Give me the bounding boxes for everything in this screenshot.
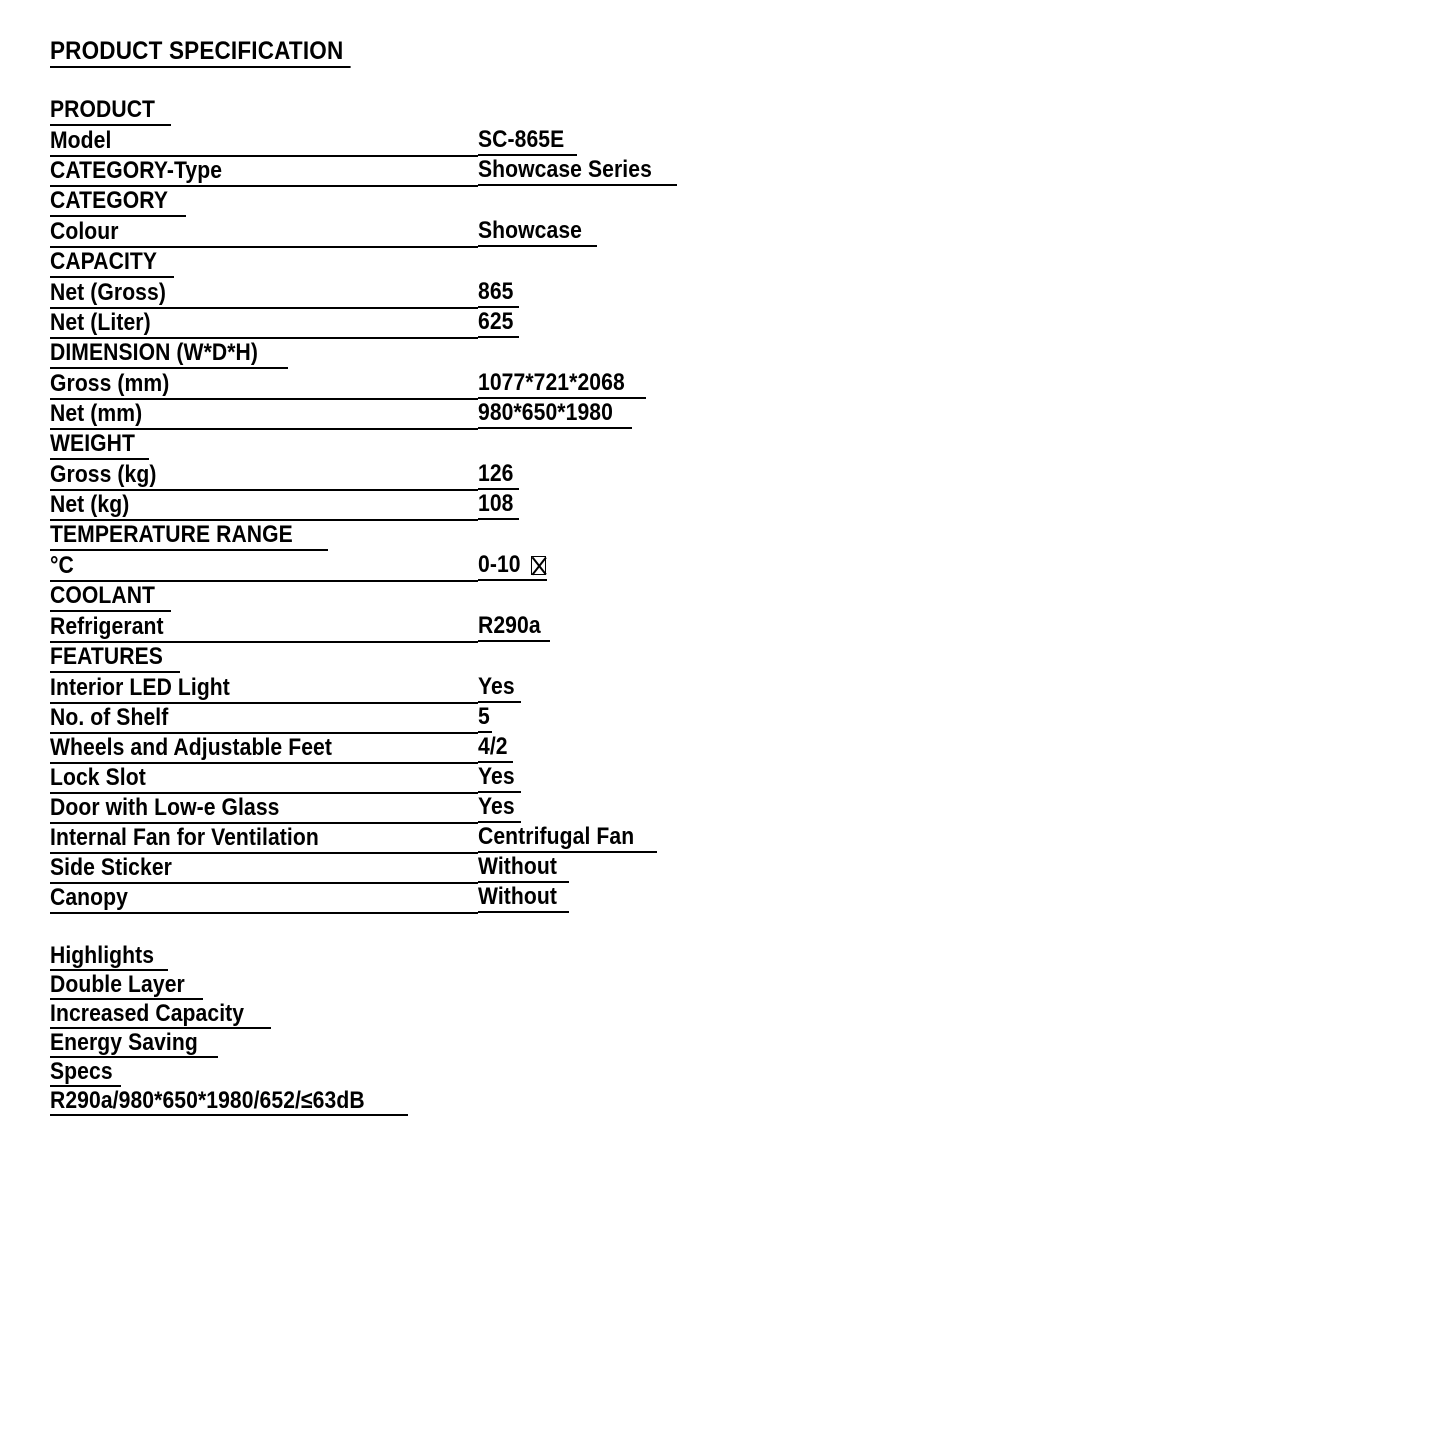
spec-label: CATEGORY-Type (50, 157, 223, 185)
spec-section-header-row (50, 642, 1050, 673)
spec-section-header-row (50, 247, 1050, 278)
title-block (50, 38, 1440, 68)
spec-value-underline (478, 793, 521, 823)
spec-value-cell (478, 369, 1050, 399)
spec-value: Without (478, 883, 558, 911)
specs-heading-text: Specs (50, 1058, 113, 1086)
spec-label: Side Sticker (50, 854, 172, 882)
spec-label-cell (50, 823, 478, 853)
spec-value-cell (478, 883, 1050, 913)
spec-value-cell (478, 96, 1050, 126)
spec-row (50, 673, 1050, 703)
highlights-heading-text: Highlights (50, 942, 155, 970)
spec-value-underline (478, 369, 646, 399)
spec-section-underline (50, 521, 328, 551)
spec-value-underline (478, 673, 521, 703)
missing-glyph-box-icon (531, 556, 546, 575)
spec-label-cell (50, 429, 478, 460)
spec-value-cell (478, 460, 1050, 490)
spec-section-header-row (50, 186, 1050, 217)
spec-value: SC-865E (478, 126, 565, 154)
spec-label: Internal Fan for Ventilation (50, 824, 319, 852)
spec-row (50, 793, 1050, 823)
spec-section-label: TEMPERATURE RANGE (50, 521, 293, 549)
spec-value-cell (478, 126, 1050, 156)
spec-section-header-row (50, 520, 1050, 551)
highlight-item (50, 1029, 218, 1058)
spec-value-cell (478, 278, 1050, 308)
spec-value-underline (478, 490, 519, 520)
spec-label-cell (50, 612, 478, 642)
spec-label-cell (50, 490, 478, 520)
spec-label: Lock Slot (50, 764, 146, 792)
spec-row (50, 278, 1050, 308)
spec-label-cell (50, 278, 478, 308)
spec-label: Net (mm) (50, 400, 143, 428)
spec-row (50, 217, 1050, 247)
spec-value-cell (478, 853, 1050, 883)
spec-section-label: DIMENSION (W*D*H) (50, 339, 258, 367)
spec-section-underline (50, 582, 171, 612)
spec-row (50, 490, 1050, 520)
spec-value-cell (478, 308, 1050, 338)
spec-section-label: FEATURES (50, 643, 163, 671)
spec-label: Model (50, 127, 112, 155)
spec-row (50, 399, 1050, 429)
spec-value: 0-10 (478, 551, 521, 579)
spec-value-underline (478, 763, 521, 793)
spec-label-cell (50, 156, 478, 186)
table-bottom-spacer (50, 913, 1050, 942)
spec-value: Without (478, 853, 558, 881)
spec-row (50, 308, 1050, 338)
spec-section-header-row (50, 96, 1050, 126)
spec-row (50, 369, 1050, 399)
spec-label-cell (50, 338, 478, 369)
spec-section-label: COOLANT (50, 582, 156, 610)
spec-value-underline (478, 308, 519, 338)
spec-row (50, 126, 1050, 156)
spec-value: Yes (478, 793, 515, 821)
specification-table-body (50, 96, 1050, 942)
specs-value (50, 1087, 408, 1116)
spec-label-cell (50, 551, 478, 581)
spec-section-underline (50, 96, 171, 126)
spec-section-underline (50, 430, 149, 460)
spec-label: Net (Gross) (50, 279, 166, 307)
spec-section-label: CATEGORY (50, 187, 169, 215)
spec-section-label: CAPACITY (50, 248, 158, 276)
spec-value-underline (478, 217, 597, 247)
spec-label: Net (kg) (50, 491, 130, 519)
spec-value-cell (478, 642, 1050, 673)
spec-row (50, 156, 1050, 186)
spec-section-header-row (50, 429, 1050, 460)
spec-value-cell (478, 338, 1050, 369)
highlights-section (50, 942, 1440, 1116)
spec-label-cell (50, 883, 478, 913)
spec-value: 126 (478, 460, 514, 488)
highlight-item-text: Double Layer (50, 971, 185, 999)
spec-value-cell (478, 612, 1050, 642)
spec-value-cell (478, 793, 1050, 823)
spec-label: Refrigerant (50, 613, 164, 641)
spec-section-underline (50, 187, 186, 217)
spec-label: °C (50, 552, 74, 580)
spec-section-underline (50, 643, 180, 673)
spec-value-underline (478, 733, 513, 763)
spec-row (50, 823, 1050, 853)
spec-label-cell (50, 247, 478, 278)
spec-value-cell (478, 520, 1050, 551)
highlight-item-text: Increased Capacity (50, 1000, 245, 1028)
spec-row (50, 733, 1050, 763)
spec-section-label: PRODUCT (50, 96, 156, 124)
highlight-item-text: Energy Saving (50, 1029, 198, 1057)
spec-label-cell (50, 673, 478, 703)
spec-row (50, 612, 1050, 642)
spec-label-cell (50, 763, 478, 793)
spec-row (50, 883, 1050, 913)
spec-value-cell (478, 156, 1050, 186)
spec-label: No. of Shelf (50, 704, 169, 732)
spec-label: Door with Low-e Glass (50, 794, 280, 822)
spec-value-underline (478, 399, 632, 429)
spec-row (50, 551, 1050, 581)
spec-value: 1077*721*2068 (478, 369, 625, 397)
spec-label-cell (50, 126, 478, 156)
spec-value: Yes (478, 673, 515, 701)
spec-value: 108 (478, 490, 514, 518)
highlight-item (50, 1000, 271, 1029)
spec-label-cell (50, 642, 478, 673)
specs-value-text: R290a/980*650*1980/652/≤63dB (50, 1087, 365, 1115)
spec-label-cell (50, 399, 478, 429)
specification-table (50, 96, 1050, 942)
spec-value: R290a (478, 612, 541, 640)
spec-value-underline (478, 156, 677, 186)
spec-value-underline (478, 823, 657, 853)
spec-section-underline (50, 248, 174, 278)
spec-value-cell (478, 399, 1050, 429)
spec-value: Showcase Series (478, 156, 652, 184)
spec-section-underline (50, 339, 288, 369)
spec-section-header-row (50, 581, 1050, 612)
spec-row (50, 853, 1050, 883)
spec-label: Gross (kg) (50, 461, 157, 489)
highlights-heading (50, 942, 168, 971)
specs-heading (50, 1058, 121, 1087)
spec-label: Interior LED Light (50, 674, 230, 702)
spec-value-underline (478, 612, 550, 642)
spec-value: 5 (478, 703, 490, 731)
spec-label-cell (50, 96, 478, 126)
spec-value-underline (478, 278, 519, 308)
spec-label-cell (50, 853, 478, 883)
spec-label-cell (50, 460, 478, 490)
spec-row (50, 460, 1050, 490)
spec-value-underline (478, 126, 577, 156)
spec-label: Net (Liter) (50, 309, 151, 337)
spec-value-underline (478, 853, 569, 883)
spec-value-cell (478, 823, 1050, 853)
spec-value-cell (478, 763, 1050, 793)
spec-value: 980*650*1980 (478, 399, 613, 427)
spec-label: Wheels and Adjustable Feet (50, 734, 332, 762)
spec-label: Colour (50, 218, 119, 246)
spec-label-cell (50, 733, 478, 763)
spec-value-cell (478, 217, 1050, 247)
spec-label-cell (50, 217, 478, 247)
spec-value-cell (478, 186, 1050, 217)
spec-row (50, 763, 1050, 793)
page-title: PRODUCT SPECIFICATION (50, 38, 351, 68)
spec-value-cell (478, 247, 1050, 278)
spec-label-cell (50, 308, 478, 338)
spec-label-cell (50, 581, 478, 612)
spec-label-cell (50, 793, 478, 823)
spec-label-cell (50, 520, 478, 551)
spec-value-cell (478, 490, 1050, 520)
spec-value-cell (478, 673, 1050, 703)
spec-value-cell (478, 551, 1050, 581)
spec-label-cell (50, 703, 478, 733)
spec-section-header-row (50, 338, 1050, 369)
spec-value: Showcase (478, 217, 583, 245)
spec-label-cell (50, 186, 478, 217)
spec-value: Centrifugal Fan (478, 823, 635, 851)
spec-label: Canopy (50, 884, 128, 912)
spec-value-cell (478, 429, 1050, 460)
spec-value-underline (478, 703, 492, 733)
spec-label: Gross (mm) (50, 370, 170, 398)
highlight-item (50, 971, 203, 1000)
spec-section-label: WEIGHT (50, 430, 136, 458)
spec-value-underline (478, 883, 569, 913)
spec-value: 4/2 (478, 733, 508, 761)
spec-value: 865 (478, 278, 514, 306)
spec-row (50, 703, 1050, 733)
spec-value: Yes (478, 763, 515, 791)
spec-value-underline (478, 551, 547, 581)
spec-value-underline (478, 460, 519, 490)
spec-value-cell (478, 581, 1050, 612)
spec-value-cell (478, 703, 1050, 733)
spec-value: 625 (478, 308, 514, 336)
spec-label-cell (50, 369, 478, 399)
spec-value-cell (478, 733, 1050, 763)
